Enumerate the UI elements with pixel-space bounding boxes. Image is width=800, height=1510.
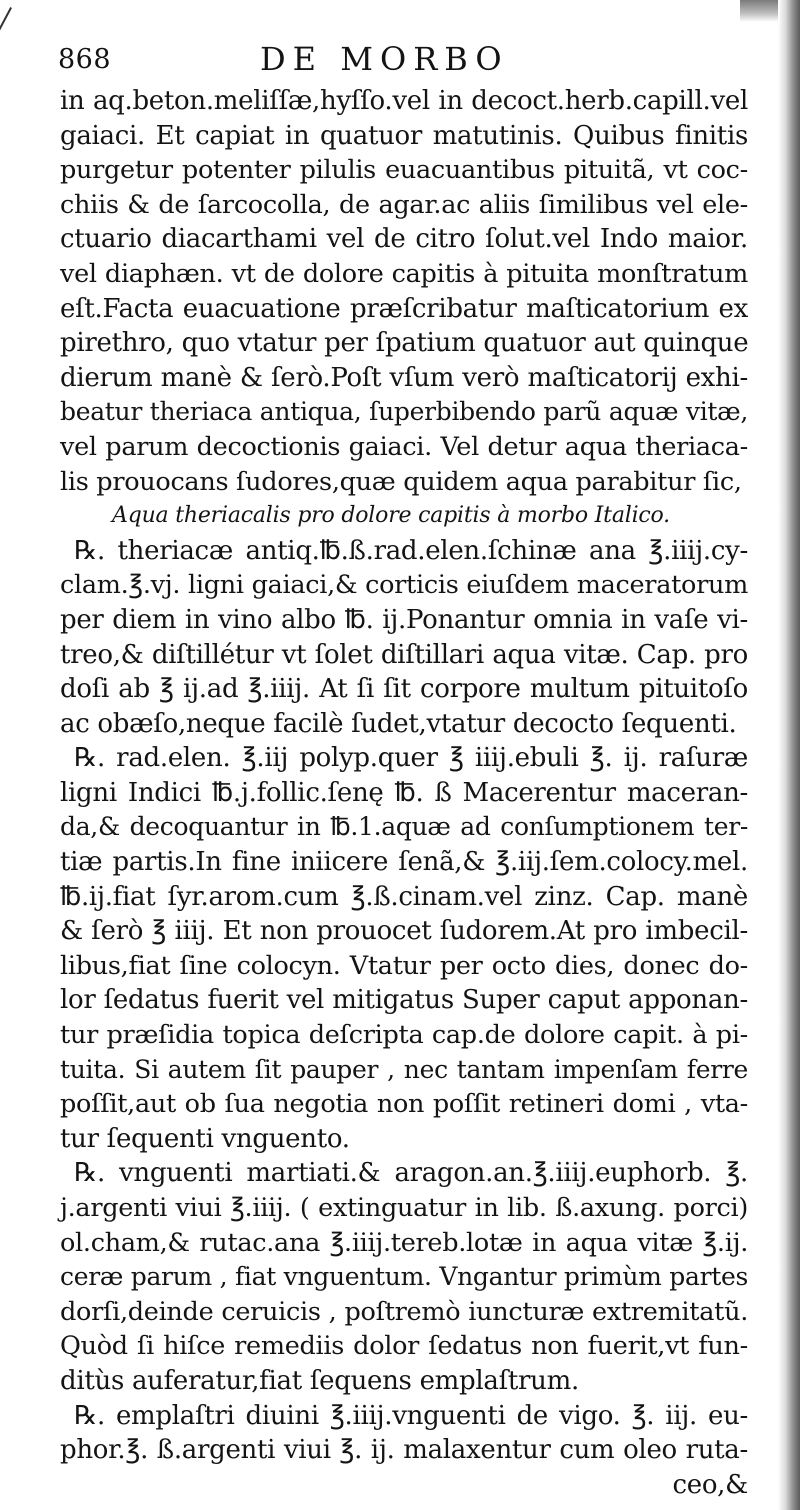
text-line: in aq.beton.meliſſæ,hyſſo.vel in decoct.herb.capill.vel: [60, 86, 748, 116]
text-line: tur præſidia topica deſcripta cap.de dolore capit. à pi-: [60, 1020, 748, 1051]
text-line: beatur theriaca antiqua, ſuperbibendo parũ aquæ vitæ,: [60, 397, 748, 427]
text-line: ℔.ij.fiat ſyr.arom.cum ℥.ß.cinam.vel zinz. Cap. manè: [60, 881, 748, 912]
recipe-line: ℞. rad.elen. ℥.iij polyp.quer ℥ iiij.ebuli ℥. ij. raſuræ: [74, 743, 748, 774]
text-line: ac obæſo,neque facilè ſudet,vtatur decocto ſequenti.: [60, 708, 737, 739]
catchword: ceo,&: [672, 1469, 748, 1500]
text-line: phor.℥. ß.argenti viui ℥. ij. malaxentur cum oleo ruta-: [60, 1435, 748, 1466]
running-title: DE MORBO: [260, 40, 509, 78]
text-line: treo,& diſtillétur vt ſolet diſtillari aqua vitæ. Cap. pro: [60, 639, 748, 670]
text-line: ctuario diacarthami vel de citro ſolut.vel Indo maior.: [60, 224, 748, 255]
text-line: chiis & de ſarcocolla, de agar.ac aliis ſimilibus vel ele-: [60, 189, 748, 220]
text-line: Quòd ſi hiſce remediis dolor ſedatus non fuerit,vt fun-: [60, 1331, 748, 1362]
text-line: dorſi,deinde ceruicis , poſtremò iuncturæ extremitatũ.: [60, 1296, 748, 1327]
text-line: pirethro, quo vtatur per ſpatium quatuor aut quinque: [60, 328, 749, 359]
text-line: tiæ partis.In fine iniicere ſenã,& ℥.iij.ſem.colocy.mel.: [60, 847, 748, 878]
margin-mark: [0, 7, 12, 31]
body-text: [60, 84, 748, 1502]
text-line: poſſit,aut ob ſua negotia non poſſit retineri domi , vta-: [60, 1089, 748, 1120]
text-line: tur ſequenti vnguento.: [60, 1123, 350, 1154]
text-line: ol.cham,& rutac.ana ℥.iiij.tereb.lotæ in aqua vitæ ℥.ij.: [60, 1227, 748, 1258]
text-line: ditùs auferatur,fiat ſequens emplaſtrum.: [60, 1365, 579, 1396]
text-line: doſi ab ℥ ij.ad ℥.iiij. At ſi ſit corpore multum pituitoſo: [60, 674, 748, 705]
text-line: clam.℥.vj. ligni gaiaci,& corticis eiuſdem maceratorum: [60, 570, 748, 601]
text-line: tuita. Si autem ſit pauper , nec tantam impenſam ferre: [60, 1054, 748, 1084]
text-line: da,& decoquantur in ℔.1.aquæ ad conſumptionem ter-: [60, 812, 748, 842]
recipe-line: ℞. theriacæ antiq.℔.ß.rad.elen.ſchinæ ana ℥.iiij.cy-: [74, 535, 748, 566]
recipe-line: ℞. vnguenti martiati.& aragon.an.℥.iiij.euphorb. ℥.: [74, 1158, 748, 1189]
text-line: ligni Indici ℔.j.follic.ſenę ℔. ß Macerentur maceran-: [60, 777, 748, 808]
recipe-line: ℞. emplaſtri diuini ℥.iiij.vnguenti de vigo. ℥. iij. eu-: [74, 1400, 748, 1431]
text-line: lis prouocans ſudores,quæ quidem aqua parabitur ſic,: [60, 466, 742, 497]
text-line: eſt.Facta euacuatione præſcribatur maſticatorium ex: [60, 293, 748, 324]
text-line: gaiaci. Et capiat in quatuor matutinis. Quibus finitis: [60, 120, 748, 151]
page-edge-shadow: [778, 0, 800, 1510]
page-header: [58, 40, 758, 88]
page-number: 868: [58, 44, 112, 75]
text-line: dierum manè & ſerò.Poſt vſum verò maſticatorij exhi-: [60, 362, 748, 393]
text-line: & ſerò ℥ iiij. Et non prouocet ſudorem.At pro imbecil-: [60, 916, 748, 947]
text-line: vel parum decoctionis gaiaci. Vel detur aqua theriaca-: [60, 431, 748, 462]
text-line: per diem in vino albo ℔. ij.Ponantur omnia in vaſe vi-: [60, 604, 748, 635]
text-line: lor ſedatus fuerit vel mitigatus Super caput apponan-: [60, 985, 748, 1016]
text-line: libus,fiat ſine colocyn. Vtatur per octo dies, donec do-: [60, 950, 748, 981]
recipe-heading: Aqua theriacalis pro dolore capitis à morbo Italico.: [112, 503, 670, 529]
text-line: ceræ parum , fiat vnguentum. Vngantur primùm partes: [60, 1262, 748, 1292]
text-line: vel diaphæn. vt de dolore capitis à pituita monſtratum: [60, 258, 748, 289]
text-line: purgetur potenter pilulis euacuantibus pituitã, vt coc-: [60, 155, 748, 186]
text-line: j.argenti viui ℥.iiij. ( extinguatur in lib. ß.axung. porci): [60, 1193, 748, 1223]
